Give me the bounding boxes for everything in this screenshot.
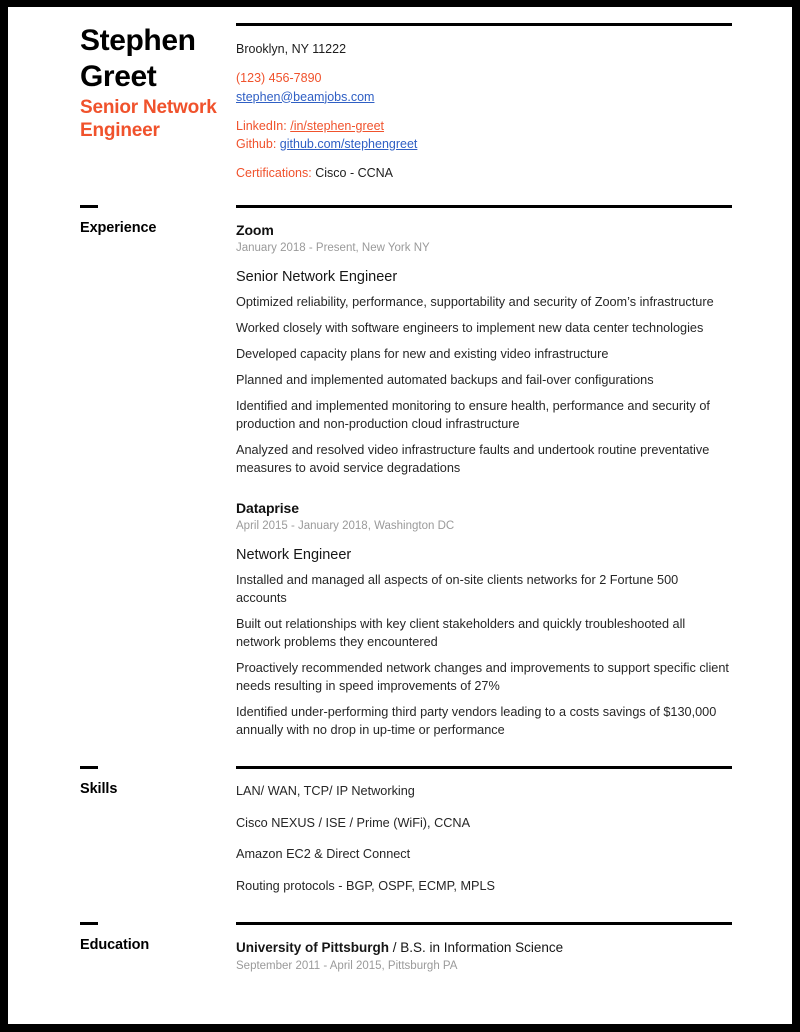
experience-bullet: Developed capacity plans for new and existing video infrastructure [236, 347, 609, 362]
contact-linkedin-row [236, 117, 732, 135]
resume-page [8, 7, 792, 1024]
candidate-job-title: Senior Network Engineer [80, 97, 217, 142]
section-marker-dash-icon [80, 766, 98, 769]
experience-company: Zoom [236, 221, 274, 238]
education-divider-rule [236, 922, 732, 925]
section-label-skills: Skills [80, 780, 118, 797]
experience-meta: April 2015 - January 2018, Washington DC [236, 520, 455, 533]
skill-item: Routing protocols - BGP, OSPF, ECMP, MPLS [236, 879, 496, 894]
experience-divider-rule [236, 205, 732, 208]
education-separator: / [389, 939, 401, 955]
contact-block [236, 23, 792, 183]
contact-certifications-row [236, 164, 732, 182]
experience-role: Senior Network Engineer [236, 268, 398, 285]
skills-label-column [8, 766, 236, 798]
contact-github-link[interactable]: github.com/stephengreet [279, 137, 418, 151]
experience-label-column [8, 205, 236, 237]
contact-spacer-1 [236, 58, 732, 69]
section-label-experience: Experience [80, 219, 157, 236]
skills-divider-rule [236, 766, 732, 769]
skill-item: Amazon EC2 & Direct Connect [236, 847, 411, 862]
contact-certifications-label: Certifications: [236, 166, 312, 181]
experience-bullet: Worked closely with software engineers to implement new data center technologies [236, 321, 704, 336]
experience-bullet: Optimized reliability, performance, supportability and security of Zoom’s infrastructure [236, 295, 714, 310]
contact-phone[interactable]: (123) 456-7890 [236, 71, 322, 86]
contact-spacer-3 [236, 153, 732, 164]
header-divider-rule [236, 23, 732, 26]
skills-section [8, 766, 792, 896]
contact-github-row [236, 135, 732, 153]
experience-bullet: Planned and implemented automated backups and fail-over configurations [236, 373, 654, 388]
header-section [8, 7, 792, 183]
candidate-last-name: Greet [80, 59, 157, 93]
section-marker-dash-icon [80, 922, 98, 925]
skills-list [236, 766, 792, 896]
skill-item: LAN/ WAN, TCP/ IP Networking [236, 783, 415, 798]
section-spacer [8, 740, 792, 766]
education-label-column [8, 922, 236, 954]
contact-address: Brooklyn, NY 11222 [236, 42, 347, 56]
education-section [8, 922, 792, 975]
education-degree: B.S. in Information Science [400, 939, 564, 955]
experience-company: Dataprise [236, 499, 299, 516]
experience-bullet: Identified and implemented monitoring to ensure health, performance and security of production and non-production cloud infrastructure [236, 398, 710, 431]
experience-bullet: Identified under-performing third party vendors leading to a costs savings of $130,000 annually with no drop in up-time or performance [236, 704, 717, 737]
experience-entry [236, 222, 732, 478]
experience-meta: January 2018 - Present, New York NY [236, 242, 430, 254]
candidate-first-name: Stephen [80, 24, 196, 57]
header-identity [8, 23, 236, 143]
experience-section [8, 205, 792, 740]
education-entries [236, 922, 792, 975]
experience-bullet: Proactively recommended network changes and improvements to support specific client needs resulting in speed improvements of 27% [236, 661, 729, 693]
contact-certifications-value: Cisco - CCNA [315, 166, 394, 181]
education-degree-row [236, 939, 732, 957]
contact-linkedin-label: LinkedIn: [236, 118, 287, 133]
experience-role: Network Engineer [236, 546, 352, 563]
education-meta: September 2011 - April 2015, Pittsburgh PA [236, 960, 458, 973]
section-label-education: Education [80, 936, 150, 953]
skill-item: Cisco NEXUS / ISE / Prime (WiFi), CCNA [236, 815, 471, 830]
contact-email-link[interactable]: stephen@beamjobs.com [236, 89, 375, 104]
experience-bullet: Built out relationships with key client stakeholders and quickly troubleshooted all network problems they encountered [236, 617, 686, 650]
experience-bullet: Installed and managed all aspects of on-site clients networks for 2 Fortune 500 accounts [236, 573, 679, 606]
contact-linkedin-link[interactable]: /in/stephen-greet [290, 118, 385, 133]
contact-email-row [236, 88, 732, 106]
experience-entries [236, 205, 792, 740]
section-marker-dash-icon [80, 205, 98, 208]
contact-github-label: Github: [236, 137, 277, 151]
contact-spacer-2 [236, 106, 732, 117]
section-spacer [8, 896, 792, 922]
education-school: University of Pittsburgh [236, 939, 390, 955]
experience-bullet: Analyzed and resolved video infrastructure faults and undertook routine preventative measures to avoid service degradations [236, 442, 710, 475]
experience-entry [236, 500, 732, 740]
